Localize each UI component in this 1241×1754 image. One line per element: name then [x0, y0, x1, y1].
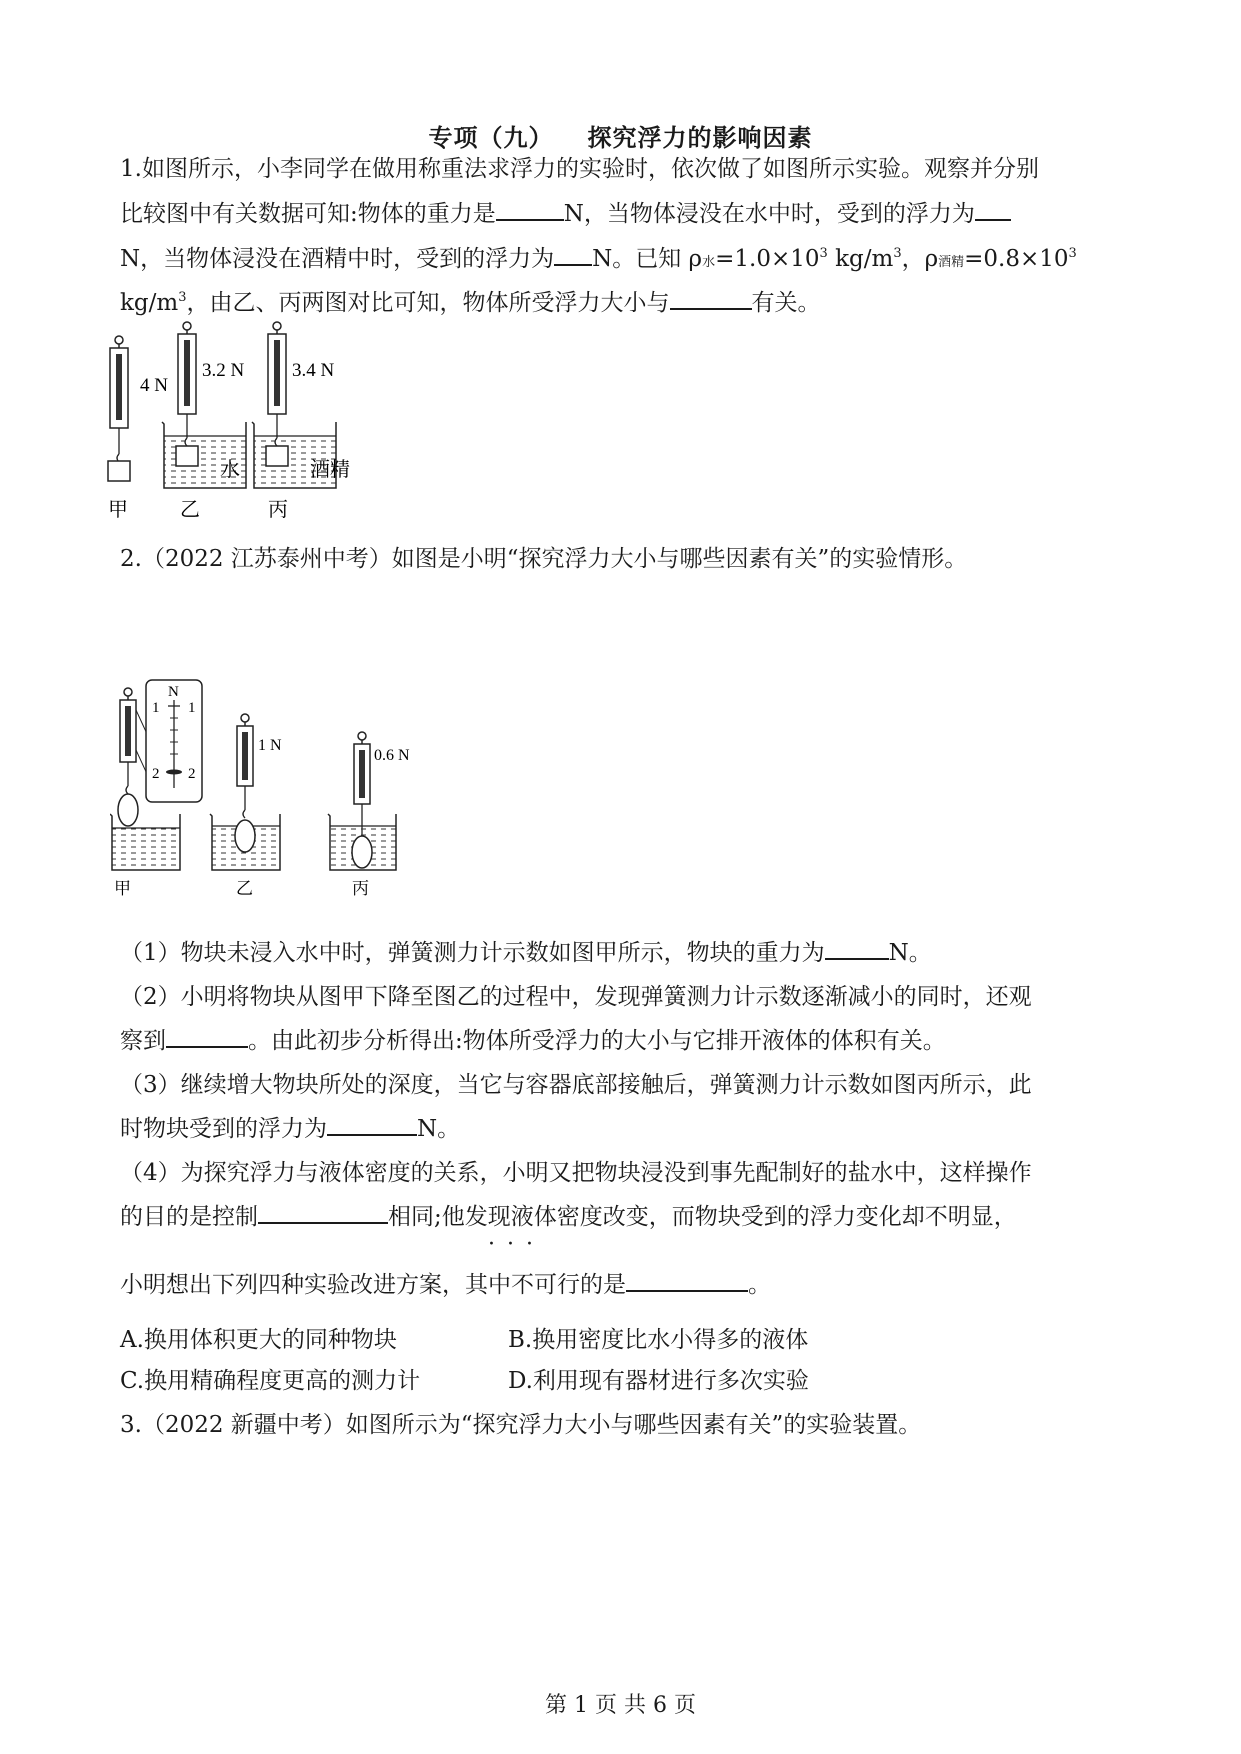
emphasis-dots: ··· — [488, 1232, 545, 1257]
q1-line-2: 比较图中有关数据可知:物体的重力是 N，当物体浸没在水中时，受到的浮力为 — [120, 195, 1011, 228]
fig-label-b: 乙 — [180, 499, 200, 521]
q1-line-4: $kg/m^3$，由乙、丙两图对比可知，物体所受浮力大小与 有关。 — [120, 290, 821, 316]
answer-blank-buoyancy[interactable] — [327, 1114, 417, 1136]
beaker-icon — [210, 814, 280, 870]
q1-figure — [100, 318, 400, 532]
fig-label-a: 甲 — [114, 879, 131, 898]
fig-label-a: 甲 — [108, 499, 128, 521]
zoom-tick-label: 2 — [188, 766, 196, 782]
q2-part-2-line-1: （2）小明将物块从图甲下降至图乙的过程中，发现弹簧测力计示数逐渐减小的同时，还观 — [120, 984, 1032, 1010]
spring-scale-icon — [178, 322, 196, 446]
liquid-water-label: 水 — [220, 459, 240, 481]
answer-blank-weight[interactable] — [496, 199, 564, 221]
reading-b: 3.2 N — [202, 360, 245, 381]
page-title: 专项（九） 探究浮力的影响因素 — [428, 123, 813, 152]
fig-label-c: 丙 — [268, 499, 288, 521]
answer-blank-controlled-variable[interactable] — [258, 1202, 388, 1224]
answer-blank-buoyancy-alcohol[interactable] — [554, 244, 592, 266]
spring-scale-icon — [108, 336, 130, 481]
zoom-tick-label: 2 — [152, 766, 160, 782]
reading-c: 3.4 N — [292, 360, 335, 381]
answer-blank-option[interactable] — [626, 1270, 748, 1292]
q2-part-1: （1）物块未浸入水中时，弹簧测力计示数如图甲所示，物块的重力为 N。 — [120, 940, 932, 966]
reading-a: 4 N — [140, 375, 168, 396]
q2-part-3-line-1: （3）继续增大物块所处的深度，当它与容器底部接触后，弹簧测力计示数如图丙所示，此 — [120, 1072, 1032, 1098]
beaker-icon — [110, 814, 180, 870]
reading-b: 1 N — [258, 737, 282, 754]
q1-line-1: 1.如图所示，小李同学在做用称重法求浮力的实验时，依次做了如图所示实验。观察并分别 — [120, 156, 1039, 182]
option-b[interactable]: B.换用密度比水小得多的液体 — [508, 1327, 809, 1353]
q2-part-4-line-2: 的目的是控制 相同;他发现液体密度改变，而物块受到的浮力变化却不明显， — [120, 1204, 1017, 1230]
q2-figure — [110, 676, 440, 906]
q2-part-2-line-2: 察到 。由此初步分析得出:物体所受浮力的大小与它排开液体的体积有关。 — [120, 1028, 946, 1054]
option-c[interactable]: C.换用精确程度更高的测力计 — [120, 1368, 421, 1394]
answer-blank-factor[interactable] — [670, 288, 752, 310]
q3-intro: 3.（2022 新疆中考）如图所示为“探究浮力大小与哪些因素有关”的实验装置。 — [120, 1412, 922, 1438]
liquid-alcohol-label: 酒精 — [310, 459, 350, 481]
option-d[interactable]: D.利用现有器材进行多次实验 — [508, 1368, 809, 1394]
q2-part-4-line-3: 小明想出下列四种实验改进方案，其中不可行的是 。 — [120, 1272, 771, 1298]
reading-c: 0.6 N — [374, 747, 410, 764]
spring-scale-icon — [354, 732, 370, 836]
answer-blank-weight[interactable] — [825, 938, 889, 960]
q2-intro: 2.（2022 江苏泰州中考）如图是小明“探究浮力大小与哪些因素有关”的实验情形。 — [120, 546, 968, 572]
zoom-tick-label: 1 — [152, 700, 160, 716]
answer-blank-observation[interactable] — [166, 1026, 248, 1048]
q2-part-3-line-2: 时物块受到的浮力为 N。 — [120, 1116, 461, 1142]
q2-part-4-line-1: （4）为探究浮力与液体密度的关系，小明又把物块浸没到事先配制好的盐水中，这样操作 — [120, 1160, 1032, 1186]
spring-scale-icon — [237, 714, 253, 818]
zoom-tick-label: 1 — [188, 700, 196, 716]
answer-blank-buoyancy-water[interactable] — [975, 199, 1011, 221]
page-footer: 第 1 页 共 6 页 — [545, 1693, 696, 1718]
zoom-unit: N — [168, 684, 179, 700]
spring-scale-icon — [118, 688, 138, 826]
fig-label-c: 丙 — [352, 879, 369, 898]
option-a[interactable]: A.换用体积更大的同种物块 — [120, 1327, 397, 1353]
q1-line-3: N，当物体浸没在酒精中时，受到的浮力为 N。已知 ρ水$=1.0\times 10^3$ $kg/m^3$，ρ酒精$=0.8\times 10^3$ — [120, 246, 1077, 272]
fig-label-b: 乙 — [236, 879, 253, 898]
spring-scale-icon — [268, 322, 286, 446]
